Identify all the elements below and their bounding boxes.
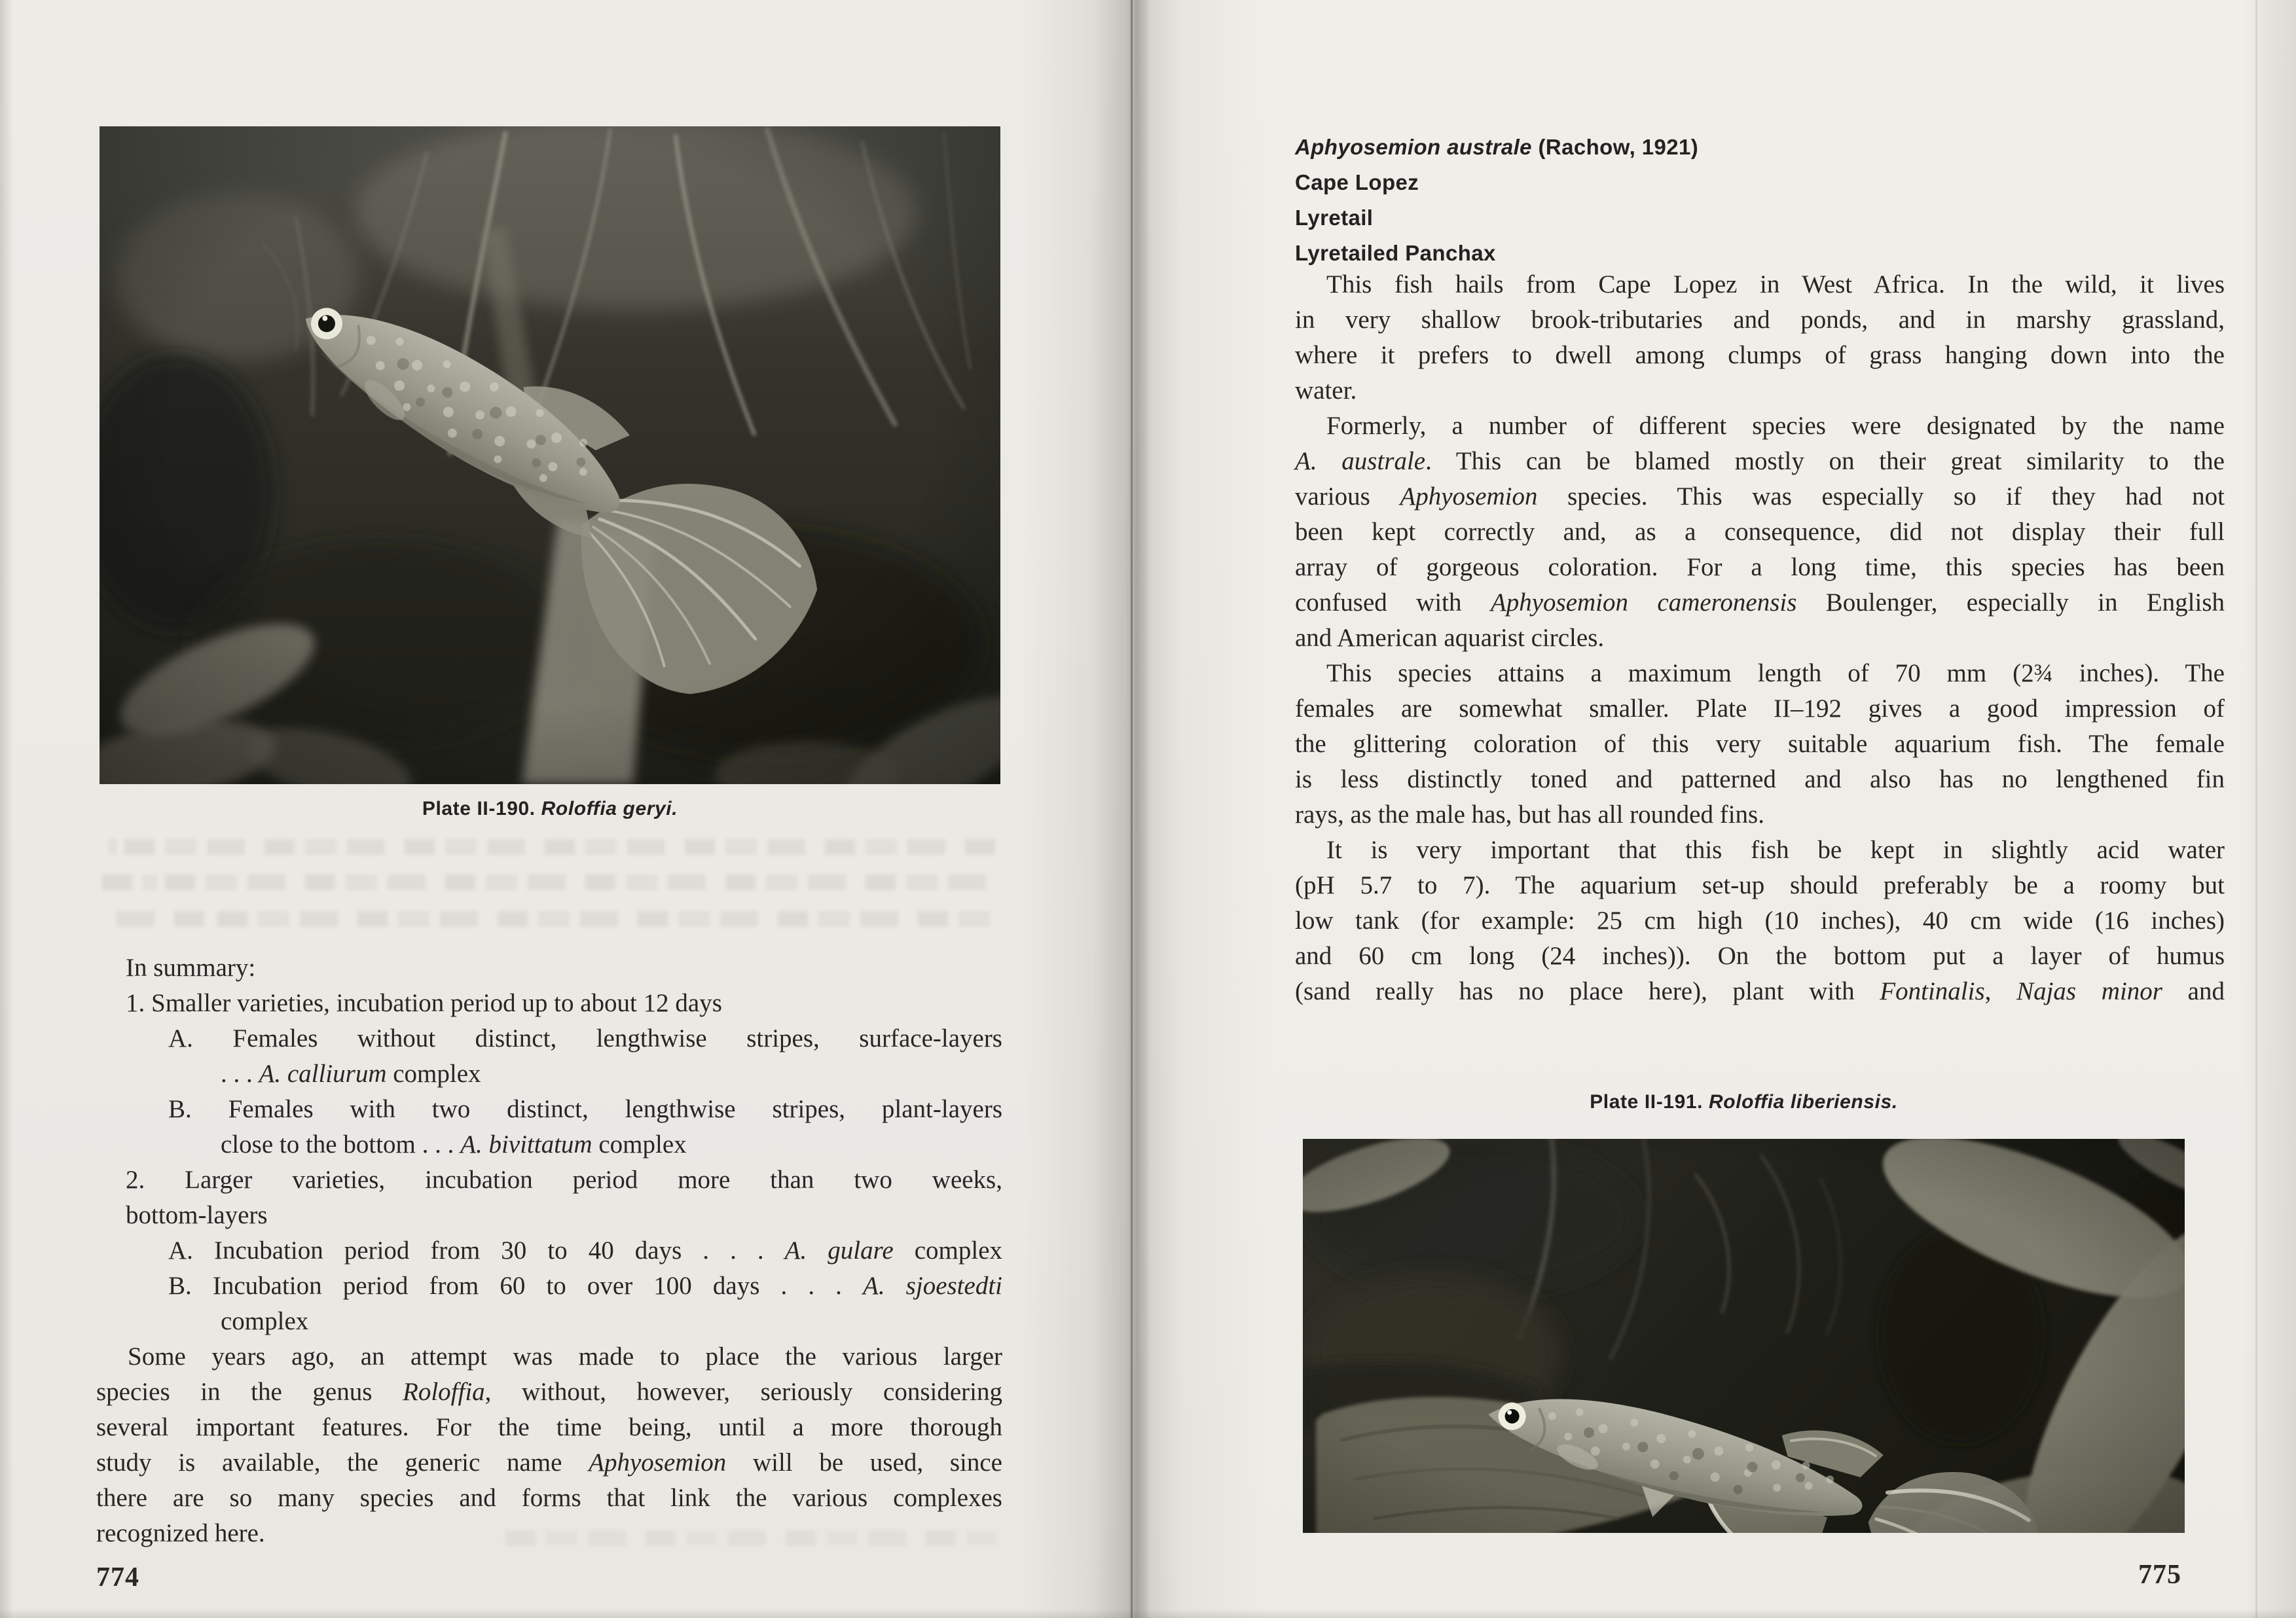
text-line: [96, 1021, 1002, 1056]
text-segment: study is available, the generic name: [96, 1448, 589, 1477]
text-segment: (pH 5.7 to 7). The aquarium set-up should preferably be a roomy but: [1295, 871, 2225, 899]
text-line: [96, 1410, 1002, 1445]
text-line: [1295, 130, 2225, 165]
text-line: [96, 1481, 1002, 1516]
text-segment: Cape Lopez: [1295, 170, 1419, 194]
text-line: [1295, 656, 2225, 691]
text-segment: Plate II-191.: [1590, 1091, 1709, 1113]
text-segment: rays, as the male has, but has all rounded fins.: [1295, 800, 1764, 829]
text-line: [1295, 338, 2225, 373]
text-line: [1295, 267, 2225, 302]
species-heading-block: [1295, 130, 2225, 271]
text-line: [1295, 444, 2225, 479]
roloffia-geryi-photo-illustration: [100, 126, 1000, 784]
text-segment: Lyretailed Panchax: [1295, 241, 1496, 265]
text-line: [1295, 939, 2225, 974]
text-segment: females are somewhat smaller. Plate II–192 gives a good impression of: [1295, 694, 2225, 723]
right-page-number: 775: [2138, 1560, 2181, 1590]
text-segment: . . .: [221, 1060, 259, 1088]
text-segment: This species attains a maximum length of 70 mm (2¾ inches). The: [1326, 659, 2225, 687]
text-line: [1295, 868, 2225, 903]
text-line: [1295, 974, 2225, 1009]
text-segment: , without, however, seriously considering: [484, 1378, 1002, 1406]
text-line: [96, 1198, 1002, 1233]
text-segment: A. sjoestedti: [863, 1272, 1003, 1300]
text-segment: B. Females with two distinct, lengthwise stripes, plant-layers: [168, 1095, 1002, 1123]
text-line: [1295, 479, 2225, 514]
text-line: [1295, 373, 2225, 408]
right-page: [1148, 0, 2296, 1618]
text-segment: Roloffia geryi.: [541, 798, 678, 819]
text-line: [1295, 236, 2225, 271]
text-line: [1295, 200, 2225, 236]
text-segment: Najas minor: [2016, 977, 2162, 1005]
text-line: [1295, 165, 2225, 200]
text-segment: Plate II-190.: [422, 798, 541, 819]
text-segment: will be used, since: [726, 1448, 1002, 1477]
text-segment: low tank (for example: 25 cm high (10 inches), 40 cm wide (16 inches): [1295, 907, 2225, 935]
text-segment: been kept correctly and, as a consequence, did not display their full: [1295, 518, 2225, 546]
text-segment: Lyretail: [1295, 206, 1374, 230]
text-segment: in very shallow brook-tributaries and ponds, and in marshy grassland,: [1295, 306, 2225, 334]
text-segment: (sand really has no place here), plant with: [1295, 977, 1880, 1005]
text-segment: 2. Larger varieties, incubation period more than two weeks,: [126, 1166, 1002, 1194]
show-through-text-ghost: [111, 911, 995, 927]
show-through-text-ghost: [98, 874, 1002, 890]
text-line: [1295, 797, 2225, 833]
text-line: [1295, 408, 2225, 444]
text-segment: A. bivittatum: [460, 1130, 592, 1159]
text-line: [96, 986, 1002, 1021]
text-line: [96, 1445, 1002, 1481]
text-line: [1295, 514, 2225, 550]
text-segment: is less distinctly toned and patterned and also has no lengthened fin: [1295, 765, 2225, 793]
text-segment: species in the genus: [96, 1378, 403, 1406]
text-segment: It is very important that this fish be kept in slightly acid water: [1326, 836, 2225, 864]
text-segment: (Rachow, 1921): [1538, 135, 1699, 159]
text-line: [1295, 691, 2225, 727]
text-segment: several important features. For the time being, until a more thorough: [96, 1413, 1002, 1441]
text-segment: Boulenger, especially in English: [1796, 588, 2225, 617]
text-segment: Aphyosemion cameronensis: [1490, 588, 1797, 617]
plate-II-191-photo: [1303, 1139, 2185, 1533]
text-line: [96, 1233, 1002, 1268]
text-segment: ,: [1984, 977, 2017, 1005]
text-segment: complex: [592, 1130, 687, 1159]
text-line: [1295, 762, 2225, 797]
text-segment: close to the bottom . . .: [221, 1130, 461, 1159]
text-line: [1295, 550, 2225, 585]
text-segment: species. This was especially so if they had not: [1537, 482, 2225, 511]
text-line: [1295, 833, 2225, 868]
text-line: [96, 1304, 1002, 1339]
text-segment: and 60 cm long (24 inches)). On the bottom put a layer of humus: [1295, 942, 2225, 970]
text-segment: A. Females without distinct, lengthwise stripes, surface-layers: [168, 1024, 1002, 1052]
text-segment: . This can be blamed mostly on their great similarity to the: [1425, 447, 2225, 475]
plate-II-190-photo: [100, 126, 1000, 784]
text-line: [96, 1056, 1002, 1092]
right-page-text: [1295, 267, 2225, 1009]
text-segment: and: [2162, 977, 2225, 1005]
text-line: [96, 1268, 1002, 1304]
text-segment: Aphyosemion: [1400, 482, 1538, 511]
plate-II-191-caption: [1303, 1089, 2185, 1115]
text-segment: there are so many species and forms that link the various complexes: [96, 1484, 1002, 1512]
roloffia-liberiensis-photo-illustration: [1303, 1139, 2185, 1533]
text-line: [96, 1339, 1002, 1375]
text-segment: Some years ago, an attempt was made to place the various larger: [128, 1342, 1002, 1371]
text-segment: A. calliurum: [259, 1060, 387, 1088]
text-segment: A. gulare: [784, 1236, 894, 1265]
text-segment: 1. Smaller varieties, incubation period up to about 12 days: [126, 989, 722, 1017]
text-segment: Aphyosemion australe: [1295, 135, 1539, 159]
text-line: [1295, 302, 2225, 338]
text-segment: various: [1295, 482, 1400, 511]
text-segment: water.: [1295, 376, 1357, 404]
left-page-number: 774: [96, 1562, 139, 1592]
text-line: [96, 950, 1002, 986]
text-segment: Formerly, a number of different species were designated by the name: [1326, 412, 2225, 440]
text-line: [1295, 903, 2225, 939]
left-page-text: [96, 950, 1002, 1551]
text-segment: Aphyosemion: [589, 1448, 727, 1477]
text-segment: the glittering coloration of this very suitable aquarium fish. The female: [1295, 730, 2225, 758]
text-segment: complex: [221, 1307, 309, 1335]
text-segment: In summary:: [126, 954, 256, 982]
text-segment: This fish hails from Cape Lopez in West Africa. In the wild, it lives: [1326, 270, 2225, 298]
text-line: [1295, 727, 2225, 762]
text-segment: A. Incubation period from 30 to 40 days . . .: [168, 1236, 785, 1265]
text-segment: complex: [386, 1060, 481, 1088]
text-segment: Roloffia liberiensis.: [1709, 1091, 1898, 1113]
text-segment: A. australe: [1295, 447, 1426, 475]
text-line: [1295, 620, 2225, 656]
text-line: [96, 1127, 1002, 1162]
text-segment: Roloffia: [403, 1378, 485, 1406]
plate-II-190-caption: [100, 796, 1000, 822]
text-segment: array of gorgeous coloration. For a long time, this species has been: [1295, 553, 2225, 581]
text-segment: where it prefers to dwell among clumps of grass hanging down into the: [1295, 341, 2225, 369]
text-line: [96, 1092, 1002, 1127]
text-segment: bottom-layers: [126, 1201, 268, 1229]
text-segment: and American aquarist circles.: [1295, 624, 1605, 652]
text-segment: recognized here.: [96, 1519, 265, 1547]
text-segment: Fontinalis: [1880, 977, 1985, 1005]
text-segment: B. Incubation period from 60 to over 100 days . . .: [168, 1272, 864, 1300]
text-line: [96, 1162, 1002, 1198]
text-segment: complex: [893, 1236, 1003, 1265]
text-line: [96, 1516, 1002, 1551]
show-through-text-ghost: [105, 839, 1002, 855]
text-line: [1295, 585, 2225, 620]
text-line: [96, 1375, 1002, 1410]
text-segment: confused with: [1295, 588, 1491, 617]
